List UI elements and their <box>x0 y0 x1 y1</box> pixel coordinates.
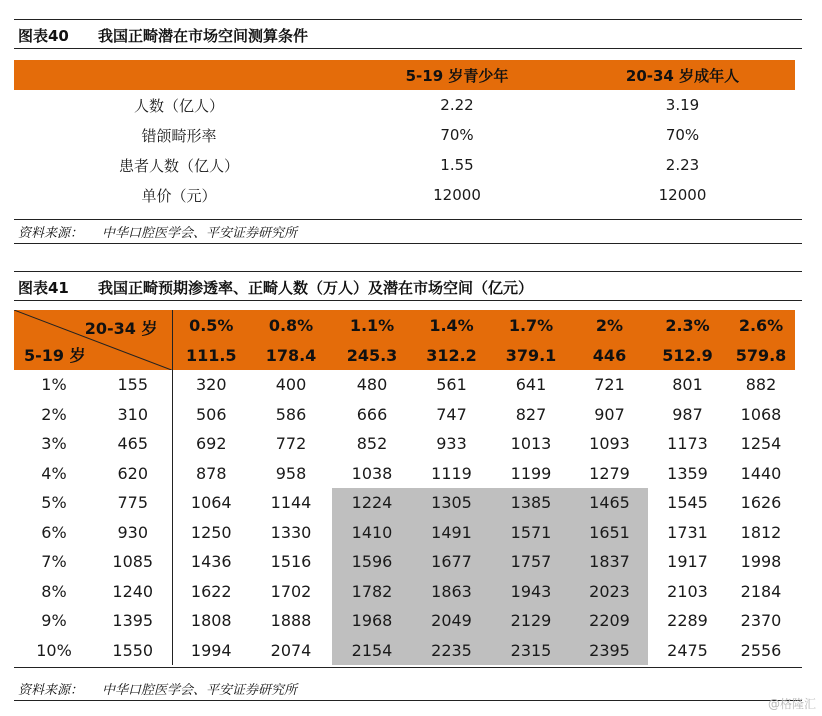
youth-count-cell: 1395 <box>94 606 172 636</box>
market-value-cell: 1998 <box>740 552 782 572</box>
market-value-cell: 1808 <box>190 611 232 631</box>
fig40-top-rule <box>14 19 802 20</box>
market-value-cell: 1943 <box>491 577 571 607</box>
fig40-header-cell: 5-19 岁青少年 <box>344 60 570 90</box>
youth-rate-cell: 8% <box>41 581 67 601</box>
table-row <box>14 180 795 210</box>
youth-count-cell: 930 <box>94 518 172 548</box>
market-value-cell: 1119 <box>431 463 472 483</box>
market-value-cell: 1812 <box>740 522 782 542</box>
table-cell: 2.23 <box>665 156 700 174</box>
market-value-cell: 1888 <box>270 611 312 631</box>
fig41-header-rates-row <box>14 310 795 340</box>
market-value-cell: 1491 <box>412 518 491 548</box>
youth-rate-cell: 1% <box>41 375 67 395</box>
youth-count-cell: 310 <box>94 400 172 430</box>
fig41-table <box>14 310 795 665</box>
market-value-cell: 400 <box>275 375 307 395</box>
market-value-cell: 1330 <box>270 522 312 542</box>
fig41-top-rule <box>14 271 802 272</box>
fig41-title-rule <box>14 300 802 301</box>
market-value-cell: 1064 <box>190 493 232 513</box>
adult-rate-header: 0.5% <box>172 310 250 340</box>
youth-count-cell: 1085 <box>94 547 172 577</box>
fig40-title <box>18 25 308 46</box>
market-value-cell: 772 <box>275 434 307 454</box>
market-value-cell: 2289 <box>667 611 708 631</box>
market-value-cell: 852 <box>356 434 388 454</box>
table-row <box>14 150 795 180</box>
table-row <box>14 90 795 120</box>
youth-count-cell: 775 <box>94 488 172 518</box>
market-value-cell: 1677 <box>412 547 491 577</box>
table-cell: 12000 <box>433 186 481 204</box>
market-value-cell: 801 <box>672 375 703 395</box>
market-value-cell: 320 <box>195 375 227 395</box>
market-value-cell: 2209 <box>571 606 648 636</box>
market-value-cell: 1224 <box>332 488 412 518</box>
fig40-table-body <box>14 90 795 210</box>
market-value-cell: 1385 <box>491 488 571 518</box>
adult-count-header: 379.1 <box>491 340 571 370</box>
youth-rate-cell: 2% <box>41 404 67 424</box>
market-value-cell: 2395 <box>571 636 648 666</box>
market-value-cell: 1782 <box>332 577 412 607</box>
market-value-cell: 747 <box>436 404 467 424</box>
table-row <box>14 120 795 150</box>
youth-rate-cell: 6% <box>41 522 67 542</box>
fig41-table-body <box>14 370 795 665</box>
market-value-cell: 692 <box>195 434 227 454</box>
adult-rate-header: 1.7% <box>491 310 571 340</box>
table-row <box>14 577 795 607</box>
market-value-cell: 1994 <box>190 640 232 660</box>
fig40-header-row <box>14 60 795 90</box>
youth-rate-cell: 3% <box>41 434 67 454</box>
market-value-cell: 1651 <box>571 518 648 548</box>
fig41-bottom-rule <box>14 667 802 668</box>
fig41-source-label: 资料来源： <box>18 683 84 698</box>
table-row <box>14 400 795 430</box>
youth-rate-cell: 5% <box>41 493 67 513</box>
fig40-source <box>18 222 297 241</box>
market-value-cell: 1465 <box>571 488 648 518</box>
market-value-cell: 1702 <box>270 581 312 601</box>
market-value-cell: 666 <box>356 404 388 424</box>
market-value-cell: 1093 <box>589 434 630 454</box>
market-value-cell: 2556 <box>740 640 782 660</box>
market-value-cell: 2154 <box>332 636 412 666</box>
youth-rate-cell: 10% <box>36 640 72 660</box>
table-row <box>14 429 795 459</box>
table-cell: 2.22 <box>440 96 474 114</box>
fig40-source-label: 资料来源： <box>18 226 84 241</box>
market-value-cell: 1144 <box>270 493 312 513</box>
table-row <box>14 518 795 548</box>
row-label: 患者人数（亿人） <box>118 156 239 175</box>
adult-rate-header: 1.1% <box>332 310 412 340</box>
fig40-number: 图表40 <box>18 27 69 45</box>
adult-rate-header: 0.8% <box>250 310 332 340</box>
market-value-cell: 1863 <box>412 577 491 607</box>
table-row <box>14 459 795 489</box>
market-value-cell: 1571 <box>491 518 571 548</box>
market-value-cell: 506 <box>195 404 227 424</box>
market-value-cell: 1359 <box>667 463 708 483</box>
market-value-cell: 2103 <box>667 581 708 601</box>
fig40-table <box>14 60 795 210</box>
market-value-cell: 1436 <box>190 552 232 572</box>
fig40-source-rule <box>14 243 802 244</box>
market-value-cell: 2049 <box>412 606 491 636</box>
adult-rate-header: 2.3% <box>648 310 727 340</box>
fig40-header-cell: 20-34 岁成年人 <box>570 60 795 90</box>
table-row <box>14 636 795 666</box>
table-cell: 12000 <box>658 186 707 204</box>
fig41-source <box>18 679 297 698</box>
market-value-cell: 958 <box>275 463 307 483</box>
youth-count-cell: 1550 <box>94 636 172 666</box>
youth-rate-cell: 9% <box>41 611 67 631</box>
market-value-cell: 2129 <box>491 606 571 636</box>
market-value-cell: 827 <box>515 404 547 424</box>
market-value-cell: 1279 <box>589 463 630 483</box>
youth-count-cell: 1240 <box>94 577 172 607</box>
market-value-cell: 1250 <box>190 522 232 542</box>
adult-rate-header: 2.6% <box>727 310 795 340</box>
market-value-cell: 2074 <box>270 640 312 660</box>
market-value-cell: 1305 <box>412 488 491 518</box>
market-value-cell: 1757 <box>491 547 571 577</box>
table-cell: 1.55 <box>440 156 474 174</box>
market-value-cell: 2235 <box>412 636 491 666</box>
table-row <box>14 488 795 518</box>
row-label: 人数（亿人） <box>133 96 224 115</box>
table-cell: 3.19 <box>665 96 700 114</box>
youth-rate-cell: 4% <box>41 463 67 483</box>
market-value-cell: 1410 <box>332 518 412 548</box>
fig41-corner-youth-label: 5-19 岁 <box>24 346 86 365</box>
table-row <box>14 370 795 400</box>
adult-rate-header: 2% <box>571 310 648 340</box>
watermark-logo: @格隆汇 <box>767 697 816 711</box>
youth-rate-cell: 7% <box>41 552 67 572</box>
market-value-cell: 2370 <box>740 611 782 631</box>
market-value-cell: 1626 <box>740 493 782 513</box>
market-value-cell: 1038 <box>351 463 393 483</box>
table-row <box>14 606 795 636</box>
row-label: 错颌畸形率 <box>141 126 217 145</box>
market-value-cell: 933 <box>436 434 467 454</box>
adult-count-header: 579.8 <box>727 340 795 370</box>
market-value-cell: 1917 <box>667 552 708 572</box>
youth-count-cell: 465 <box>94 429 172 459</box>
adult-count-header: 512.9 <box>648 340 727 370</box>
market-value-cell: 1199 <box>510 463 552 483</box>
market-value-cell: 2184 <box>740 581 782 601</box>
market-value-cell: 882 <box>745 375 777 395</box>
fig40-title-text: 我国正畸潜在市场空间测算条件 <box>98 27 309 45</box>
fig41-corner-adult-label: 20-34 岁 <box>84 319 158 338</box>
row-label: 单价（元） <box>141 186 217 205</box>
adult-count-header: 446 <box>571 340 648 370</box>
market-value-cell: 2315 <box>491 636 571 666</box>
market-value-cell: 878 <box>195 463 227 483</box>
table-row <box>14 547 795 577</box>
market-value-cell: 2023 <box>571 577 648 607</box>
fig41-source-text: 中华口腔医学会、平安证券研究所 <box>102 683 298 698</box>
market-value-cell: 987 <box>672 404 703 424</box>
market-value-cell: 1968 <box>332 606 412 636</box>
youth-count-cell: 620 <box>94 459 172 489</box>
youth-count-cell: 155 <box>94 370 172 400</box>
fig40-source-text: 中华口腔医学会、平安证券研究所 <box>102 226 298 241</box>
market-value-cell: 1013 <box>510 434 552 454</box>
fig40-title-rule <box>14 48 802 49</box>
fig41-number: 图表41 <box>18 279 69 297</box>
market-value-cell: 1731 <box>667 522 708 542</box>
market-value-cell: 1173 <box>667 434 708 454</box>
market-value-cell: 721 <box>594 375 625 395</box>
adult-count-header: 178.4 <box>250 340 332 370</box>
adult-rate-header: 1.4% <box>412 310 491 340</box>
adult-count-header: 111.5 <box>172 340 250 370</box>
market-value-cell: 1516 <box>270 552 312 572</box>
fig40-bottom-rule <box>14 219 802 220</box>
market-value-cell: 561 <box>436 375 467 395</box>
fig41-source-rule <box>14 700 802 701</box>
table-cell: 70% <box>665 126 700 144</box>
market-value-cell: 907 <box>594 404 625 424</box>
market-value-cell: 480 <box>356 375 388 395</box>
market-value-cell: 2475 <box>667 640 708 660</box>
fig41-title-text: 我国正畸预期渗透率、正畸人数（万人）及潜在市场空间（亿元） <box>98 279 534 297</box>
adult-count-header: 245.3 <box>332 340 412 370</box>
fig41-title <box>18 277 533 298</box>
market-value-cell: 1622 <box>190 581 232 601</box>
adult-count-header: 312.2 <box>412 340 491 370</box>
fig41-corner-cell <box>14 310 172 370</box>
market-value-cell: 1596 <box>332 547 412 577</box>
market-value-cell: 586 <box>275 404 307 424</box>
market-value-cell: 1254 <box>740 434 782 454</box>
table-cell: 70% <box>440 126 474 144</box>
market-value-cell: 641 <box>515 375 547 395</box>
fig40-header-cell <box>14 60 344 90</box>
market-value-cell: 1440 <box>740 463 782 483</box>
market-value-cell: 1068 <box>740 404 782 424</box>
market-value-cell: 1545 <box>667 493 708 513</box>
market-value-cell: 1837 <box>571 547 648 577</box>
